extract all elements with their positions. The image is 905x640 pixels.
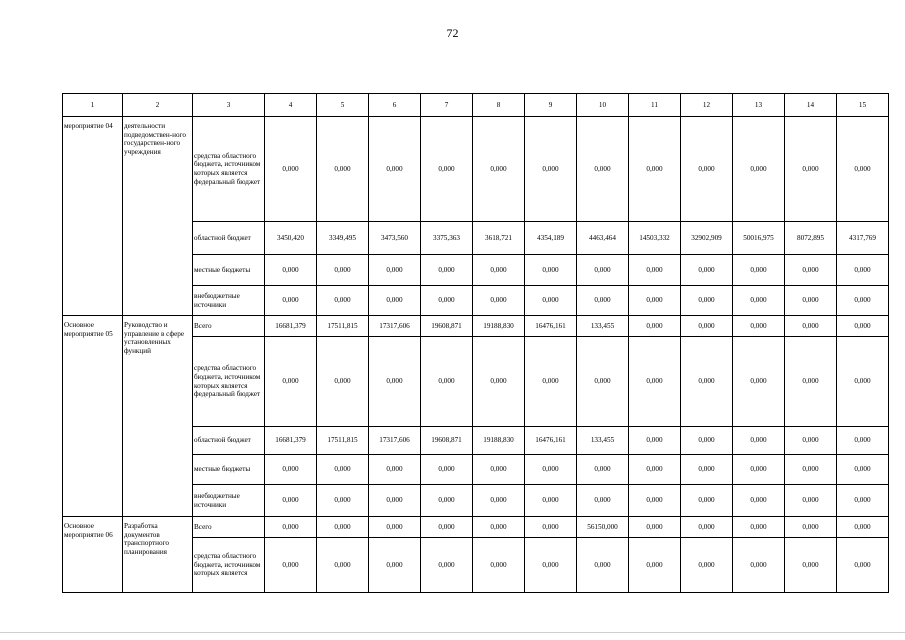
column-number: 15 (837, 94, 889, 117)
value-cell: 4317,769 (837, 222, 889, 255)
table-row (63, 316, 889, 337)
value-cell: 0,000 (525, 455, 577, 485)
value-cell: 19608,871 (421, 427, 473, 455)
measure-name: мероприятие 04 (63, 117, 123, 316)
value-cell: 0,000 (733, 538, 785, 593)
column-number: 7 (421, 94, 473, 117)
value-cell: 0,000 (733, 286, 785, 316)
value-cell: 0,000 (837, 337, 889, 427)
value-cell: 0,000 (785, 427, 837, 455)
table-row (63, 517, 889, 538)
value-cell: 0,000 (681, 337, 733, 427)
funding-source: внебюджетные источники (193, 286, 265, 316)
value-cell: 32902,909 (681, 222, 733, 255)
value-cell: 0,000 (681, 538, 733, 593)
value-cell: 0,000 (265, 337, 317, 427)
value-cell: 0,000 (785, 517, 837, 538)
value-cell: 16681,379 (265, 427, 317, 455)
column-number: 4 (265, 94, 317, 117)
column-number: 11 (629, 94, 681, 117)
value-cell: 19608,871 (421, 316, 473, 337)
value-cell: 0,000 (577, 255, 629, 286)
header-row (63, 94, 889, 117)
value-cell: 0,000 (369, 538, 421, 593)
value-cell: 0,000 (473, 286, 525, 316)
value-cell: 0,000 (837, 455, 889, 485)
funding-source: средства областного бюджета, источником которых является федеральный бюджет (193, 117, 265, 222)
column-number: 12 (681, 94, 733, 117)
value-cell: 0,000 (785, 485, 837, 517)
value-cell: 0,000 (421, 455, 473, 485)
value-cell: 0,000 (369, 337, 421, 427)
value-cell: 0,000 (733, 316, 785, 337)
value-cell: 17317,606 (369, 316, 421, 337)
value-cell: 3375,363 (421, 222, 473, 255)
value-cell: 0,000 (629, 286, 681, 316)
value-cell: 0,000 (317, 117, 369, 222)
value-cell: 0,000 (473, 337, 525, 427)
measure-description: Руководство и управление в сфере установленных функций (123, 316, 193, 517)
value-cell: 0,000 (369, 117, 421, 222)
value-cell: 0,000 (681, 485, 733, 517)
value-cell: 0,000 (265, 255, 317, 286)
funding-source: Всего (193, 316, 265, 337)
value-cell: 0,000 (421, 337, 473, 427)
value-cell: 0,000 (681, 316, 733, 337)
value-cell: 4354,189 (525, 222, 577, 255)
value-cell: 0,000 (525, 538, 577, 593)
column-number: 10 (577, 94, 629, 117)
value-cell: 0,000 (265, 485, 317, 517)
value-cell: 0,000 (265, 455, 317, 485)
value-cell: 0,000 (733, 255, 785, 286)
value-cell: 19188,830 (473, 427, 525, 455)
value-cell: 0,000 (837, 538, 889, 593)
funding-source: областной бюджет (193, 427, 265, 455)
value-cell: 0,000 (317, 485, 369, 517)
value-cell: 0,000 (577, 538, 629, 593)
value-cell: 0,000 (681, 427, 733, 455)
value-cell: 0,000 (785, 337, 837, 427)
value-cell: 0,000 (525, 485, 577, 517)
measure-description: Разработка документов транспортного планирования (123, 517, 193, 593)
value-cell: 0,000 (629, 316, 681, 337)
funding-source: средства областного бюджета, источником которых является (193, 538, 265, 593)
value-cell: 0,000 (837, 286, 889, 316)
value-cell: 0,000 (629, 455, 681, 485)
measure-name: Основное мероприятие 06 (63, 517, 123, 593)
value-cell: 0,000 (577, 485, 629, 517)
value-cell: 0,000 (265, 117, 317, 222)
column-number: 14 (785, 94, 837, 117)
value-cell: 0,000 (837, 255, 889, 286)
value-cell: 0,000 (421, 286, 473, 316)
column-number: 1 (63, 94, 123, 117)
value-cell: 3349,495 (317, 222, 369, 255)
value-cell: 0,000 (629, 485, 681, 517)
value-cell: 16476,161 (525, 316, 577, 337)
value-cell: 0,000 (265, 286, 317, 316)
value-cell: 0,000 (577, 286, 629, 316)
value-cell: 0,000 (525, 286, 577, 316)
value-cell: 0,000 (525, 255, 577, 286)
value-cell: 3618,721 (473, 222, 525, 255)
value-cell: 0,000 (317, 255, 369, 286)
column-number: 9 (525, 94, 577, 117)
value-cell: 133,455 (577, 427, 629, 455)
value-cell: 0,000 (733, 485, 785, 517)
column-number: 6 (369, 94, 421, 117)
value-cell: 0,000 (785, 286, 837, 316)
value-cell: 0,000 (733, 427, 785, 455)
value-cell: 0,000 (369, 455, 421, 485)
value-cell: 14503,332 (629, 222, 681, 255)
value-cell: 0,000 (577, 455, 629, 485)
value-cell: 17317,606 (369, 427, 421, 455)
value-cell: 0,000 (317, 455, 369, 485)
value-cell: 0,000 (733, 337, 785, 427)
value-cell: 0,000 (785, 455, 837, 485)
funding-source: местные бюджеты (193, 255, 265, 286)
value-cell: 0,000 (681, 455, 733, 485)
value-cell: 0,000 (473, 255, 525, 286)
value-cell: 0,000 (473, 517, 525, 538)
value-cell: 0,000 (733, 517, 785, 538)
column-number: 13 (733, 94, 785, 117)
value-cell: 0,000 (317, 337, 369, 427)
value-cell: 0,000 (785, 255, 837, 286)
value-cell: 0,000 (681, 517, 733, 538)
value-cell: 0,000 (369, 517, 421, 538)
value-cell: 0,000 (525, 337, 577, 427)
value-cell: 0,000 (421, 117, 473, 222)
value-cell: 0,000 (421, 485, 473, 517)
value-cell: 0,000 (473, 117, 525, 222)
value-cell: 0,000 (837, 517, 889, 538)
funding-source: Всего (193, 517, 265, 538)
column-number: 3 (193, 94, 265, 117)
column-number: 8 (473, 94, 525, 117)
value-cell: 19188,830 (473, 316, 525, 337)
measure-description: деятельности подведомствен-ного государствен-ного учреждения (123, 117, 193, 316)
budget-table (62, 93, 889, 593)
funding-source: областной бюджет (193, 222, 265, 255)
value-cell: 0,000 (785, 316, 837, 337)
value-cell: 0,000 (421, 517, 473, 538)
value-cell: 0,000 (629, 117, 681, 222)
value-cell: 16681,379 (265, 316, 317, 337)
value-cell: 0,000 (681, 286, 733, 316)
value-cell: 0,000 (369, 485, 421, 517)
value-cell: 8072,895 (785, 222, 837, 255)
table-row (63, 117, 889, 222)
value-cell: 17511,815 (317, 427, 369, 455)
value-cell: 0,000 (369, 286, 421, 316)
value-cell: 0,000 (265, 517, 317, 538)
value-cell: 0,000 (629, 538, 681, 593)
value-cell: 0,000 (629, 255, 681, 286)
value-cell: 0,000 (421, 255, 473, 286)
value-cell: 0,000 (421, 538, 473, 593)
page-bottom-edge (0, 632, 905, 633)
value-cell: 0,000 (473, 538, 525, 593)
value-cell: 0,000 (317, 286, 369, 316)
value-cell: 0,000 (837, 117, 889, 222)
value-cell: 0,000 (473, 455, 525, 485)
value-cell: 0,000 (733, 455, 785, 485)
value-cell: 0,000 (629, 517, 681, 538)
value-cell: 0,000 (473, 485, 525, 517)
column-number: 5 (317, 94, 369, 117)
value-cell: 0,000 (837, 485, 889, 517)
value-cell: 0,000 (733, 117, 785, 222)
value-cell: 16476,161 (525, 427, 577, 455)
value-cell: 17511,815 (317, 316, 369, 337)
funding-source: местные бюджеты (193, 455, 265, 485)
funding-source: средства областного бюджета, источником которых является федеральный бюджет (193, 337, 265, 427)
measure-name: Основное мероприятие 05 (63, 316, 123, 517)
value-cell: 133,455 (577, 316, 629, 337)
value-cell: 0,000 (317, 517, 369, 538)
value-cell: 0,000 (525, 517, 577, 538)
value-cell: 0,000 (317, 538, 369, 593)
value-cell: 3473,560 (369, 222, 421, 255)
value-cell: 0,000 (785, 117, 837, 222)
value-cell: 0,000 (577, 117, 629, 222)
value-cell: 0,000 (629, 427, 681, 455)
value-cell: 50016,975 (733, 222, 785, 255)
value-cell: 0,000 (837, 427, 889, 455)
value-cell: 0,000 (837, 316, 889, 337)
value-cell: 0,000 (785, 538, 837, 593)
value-cell: 0,000 (369, 255, 421, 286)
page-number: 72 (446, 26, 459, 40)
column-number: 2 (123, 94, 193, 117)
value-cell: 0,000 (577, 337, 629, 427)
value-cell: 0,000 (525, 117, 577, 222)
value-cell: 0,000 (681, 117, 733, 222)
value-cell: 4463,464 (577, 222, 629, 255)
value-cell: 56150,000 (577, 517, 629, 538)
value-cell: 0,000 (265, 538, 317, 593)
value-cell: 0,000 (629, 337, 681, 427)
value-cell: 3450,420 (265, 222, 317, 255)
value-cell: 0,000 (681, 255, 733, 286)
funding-source: внебюджетные источники (193, 485, 265, 517)
